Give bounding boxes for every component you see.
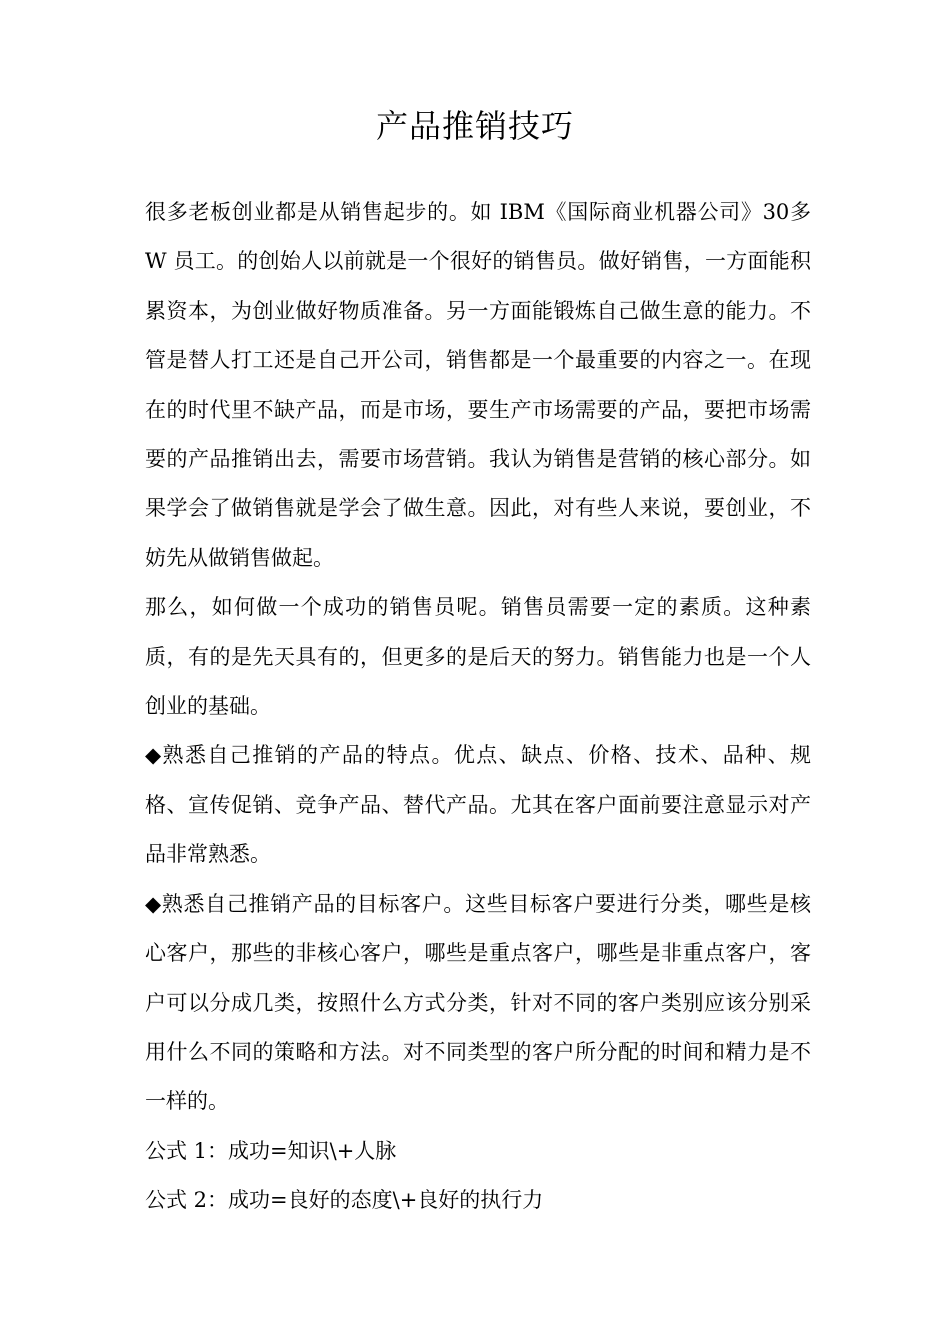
document-body — [145, 188, 811, 1226]
paragraph-product-features: ◆熟悉自己推销的产品的特点。优点、缺点、价格、技术、品种、规格、宣传促销、竞争产品、替代产品。尤其在客户面前要注意显示对产品非常熟悉。 — [145, 743, 811, 867]
paragraph-formula-2: 公式 2：成功=良好的态度\+良好的执行力 — [145, 1188, 544, 1213]
paragraph-intro: 很多老板创业都是从销售起步的。如 IBM《国际商业机器公司》30多 W 员工。的创始人以前就是一个很好的销售员。做好销售，一方面能积累资本，为创业做好物质准备。另一方面能锻炼自己做生意的能力。不管是替人打工还是自己开公司，销售都是一个最重要的内容之一。在现在的时代里不缺产品，而是市场，要生产市场需要的产品，要把市场需要的产品推销出去，需要市场营销。我认为销售是营销的核心部分。如果学会了做销售就是学会了做生意。因此，对有些人来说，要创业，不妨先从做销售做起。 — [145, 200, 811, 570]
paragraph-formula-1: 公式 1：成功=知识\+人脉 — [145, 1138, 397, 1163]
paragraph-target-customers: ◆熟悉自己推销产品的目标客户。这些目标客户要进行分类，哪些是核心客户，那些的非核心客户，哪些是重点客户，哪些是非重点客户，客户可以分成几类，按照什么方式分类，针对不同的客户类别应该分别采用什么不同的策略和方法。对不同类型的客户所分配的时间和精力是不一样的。 — [145, 891, 811, 1114]
document-title: 产品推销技巧 — [375, 107, 574, 145]
paragraph-salesperson: 那么，如何做一个成功的销售员呢。销售员需要一定的素质。这种素质，有的是先天具有的，但更多的是后天的努力。销售能力也是一个人创业的基础。 — [145, 595, 811, 719]
